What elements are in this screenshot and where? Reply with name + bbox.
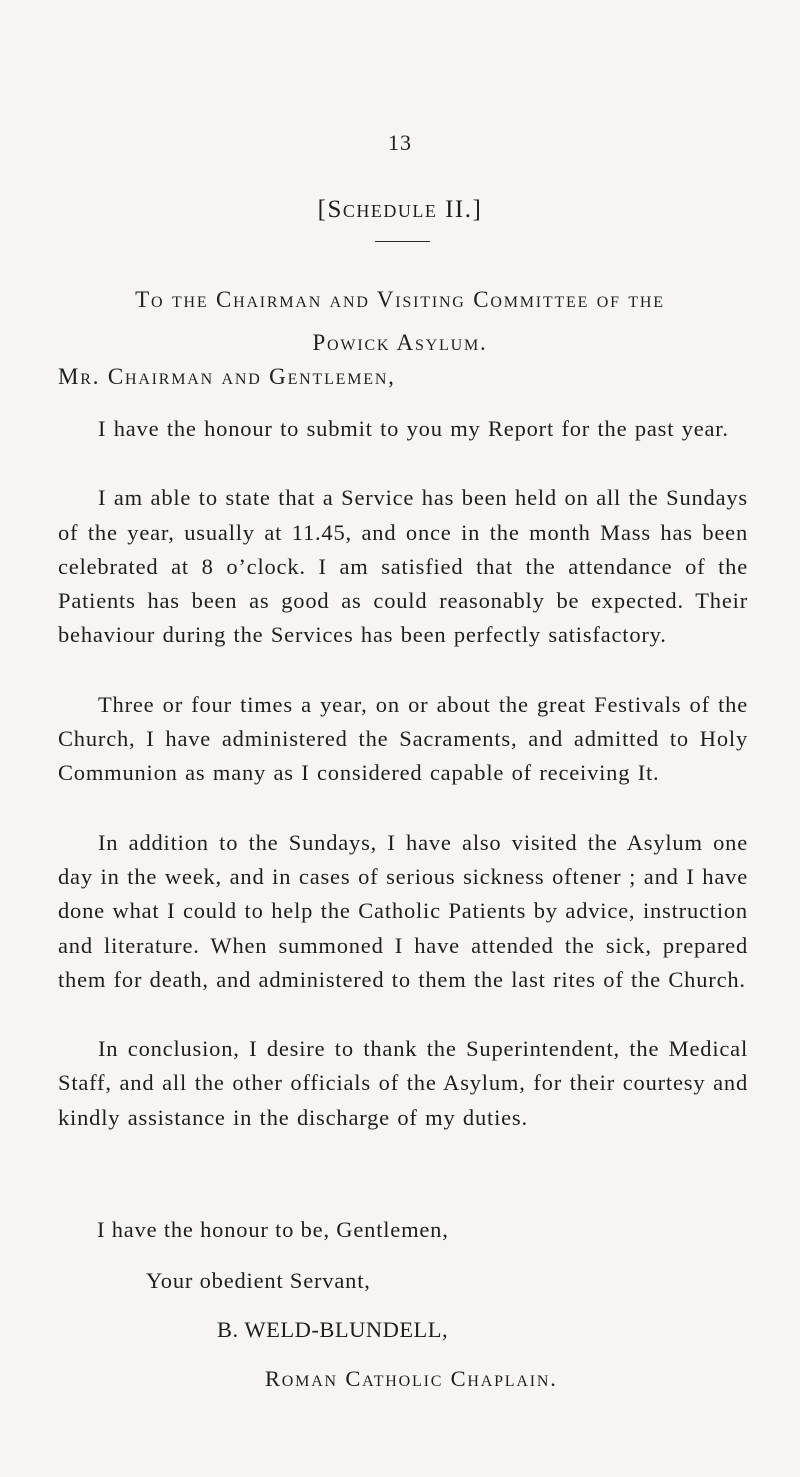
page-number: 13 (388, 130, 412, 155)
divider-rule (375, 241, 430, 242)
schedule-heading: [Schedule II.] (317, 196, 483, 223)
paragraph: I have the honour to submit to you my Report for the past year. (98, 416, 729, 441)
addressee-block (60, 278, 740, 364)
paragraph: In conclusion, I desire to thank the Superintendent, the Medical Staff, and all the other officials of the Asylum, for their courtesy and kindly assistance in the discharge of my duties. (58, 1036, 748, 1130)
signature: B. WELD-BLUNDELL, (217, 1317, 449, 1342)
salutation: Mr. Chairman and Gentlemen, (58, 364, 396, 389)
closing-line: Your obedient Servant, (146, 1268, 371, 1293)
report-body (58, 412, 748, 1135)
paragraph: I am able to state that a Service has been held on all the Sundays of the year, usually at 11.45, and once in the month Mass has been celebrated at 8 o’clock. I am satisfied that the attendance of the Patients has been as good as could reasonably be expected. Their behaviour during the Services has been perfectly satisfactory. (58, 485, 748, 648)
closing-line: I have the honour to be, Gentlemen, (97, 1217, 449, 1242)
paragraph: In addition to the Sundays, I have also visited the Asylum one day in the week, and in cases of serious sickness oftener ; and I have done what I could to help the Catholic Patients by advice, instruction and literature. When summoned I have attended the sick, prepared them for death, and administered to them the last rites of the Church. (58, 829, 748, 992)
addressee-line: To the Chairman and Visiting Committee of the (135, 287, 665, 312)
signatory-title: Roman Catholic Chaplain. (265, 1366, 558, 1391)
paragraph: Three or four times a year, on or about the great Festivals of the Church, I have administered the Sacraments, and admitted to Holy Communion as many as I considered capable of receiving It. (58, 691, 748, 786)
addressee-line: Powick Asylum. (312, 330, 488, 355)
